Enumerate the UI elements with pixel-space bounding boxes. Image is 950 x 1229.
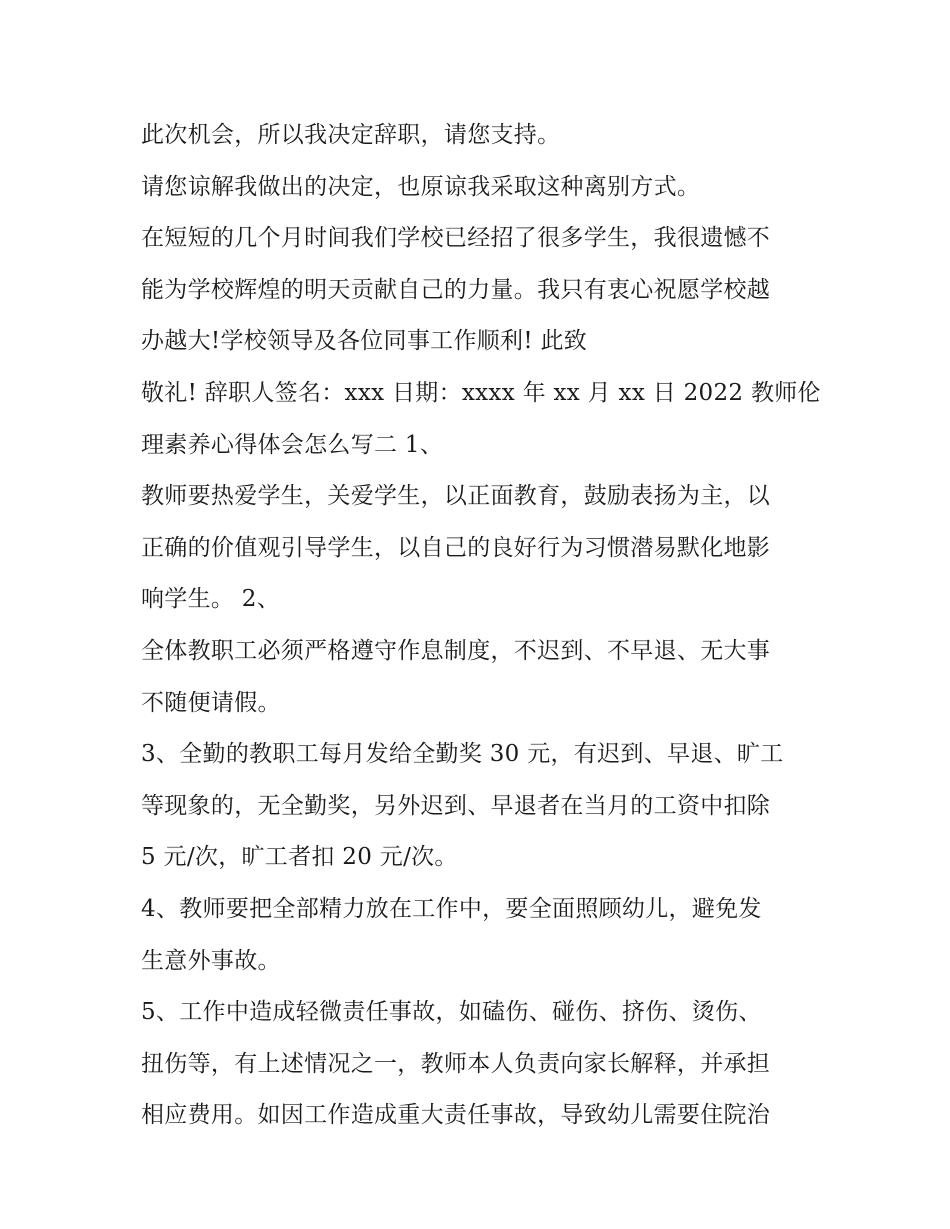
- document-body: [141, 110, 821, 1142]
- text-line-14: 等现象的，无全勤奖，另外迟到、早退者在当月的工资中扣除: [141, 792, 771, 819]
- text-line-19: 扭伤等，有上述情况之一，教师本人负责向家长解释，并承担: [141, 1050, 771, 1077]
- text-line-2: 请您谅解我做出的决定，也原谅我采取这种离别方式。: [141, 173, 701, 200]
- text-line-11: 全体教职工必须严格遵守作息制度，不迟到、不早退、无大事: [141, 637, 771, 664]
- text-line-9: 正确的价值观引导学生，以自己的良好行为习惯潜易默化地影: [141, 534, 771, 561]
- text-line-20: 相应费用。如因工作造成重大责任事故，导致幼儿需要住院治: [141, 1102, 771, 1129]
- text-line-5: 办越大!学校领导及各位同事工作顺利! 此致: [141, 328, 588, 355]
- text-line-15: 5 元/次，旷工者扣 20 元/次。: [141, 844, 458, 871]
- text-line-6: 敬礼! 辞职人签名：xxx 日期：xxxx 年 xx 月 xx 日 2022 教师伦: [141, 379, 821, 406]
- text-line-4: 能为学校辉煌的明天贡献自己的力量。我只有衷心祝愿学校越: [141, 276, 771, 303]
- text-line-13: 3、全勤的教职工每月发给全勤奖 30 元，有迟到、早退、旷工: [141, 741, 784, 768]
- text-line-12: 不随便请假。: [141, 689, 281, 716]
- text-line-1: 此次机会，所以我决定辞职，请您支持。: [141, 122, 561, 148]
- text-line-7: 理素养心得体会怎么写二 1、: [141, 431, 444, 458]
- text-line-17: 生意外事故。: [141, 947, 281, 974]
- text-line-8: 教师要热爱学生，关爱学生，以正面教育，鼓励表扬为主，以: [141, 483, 771, 510]
- text-line-16: 4、教师要把全部精力放在工作中，要全面照顾幼儿，避免发: [141, 895, 762, 922]
- text-line-3: 在短短的几个月时间我们学校已经招了很多学生，我很遗憾不: [141, 225, 771, 252]
- text-line-10: 响学生。 2、: [141, 586, 281, 613]
- text-line-18: 5、工作中造成轻微责任事故，如磕伤、碰伤、挤伤、烫伤、: [141, 999, 762, 1026]
